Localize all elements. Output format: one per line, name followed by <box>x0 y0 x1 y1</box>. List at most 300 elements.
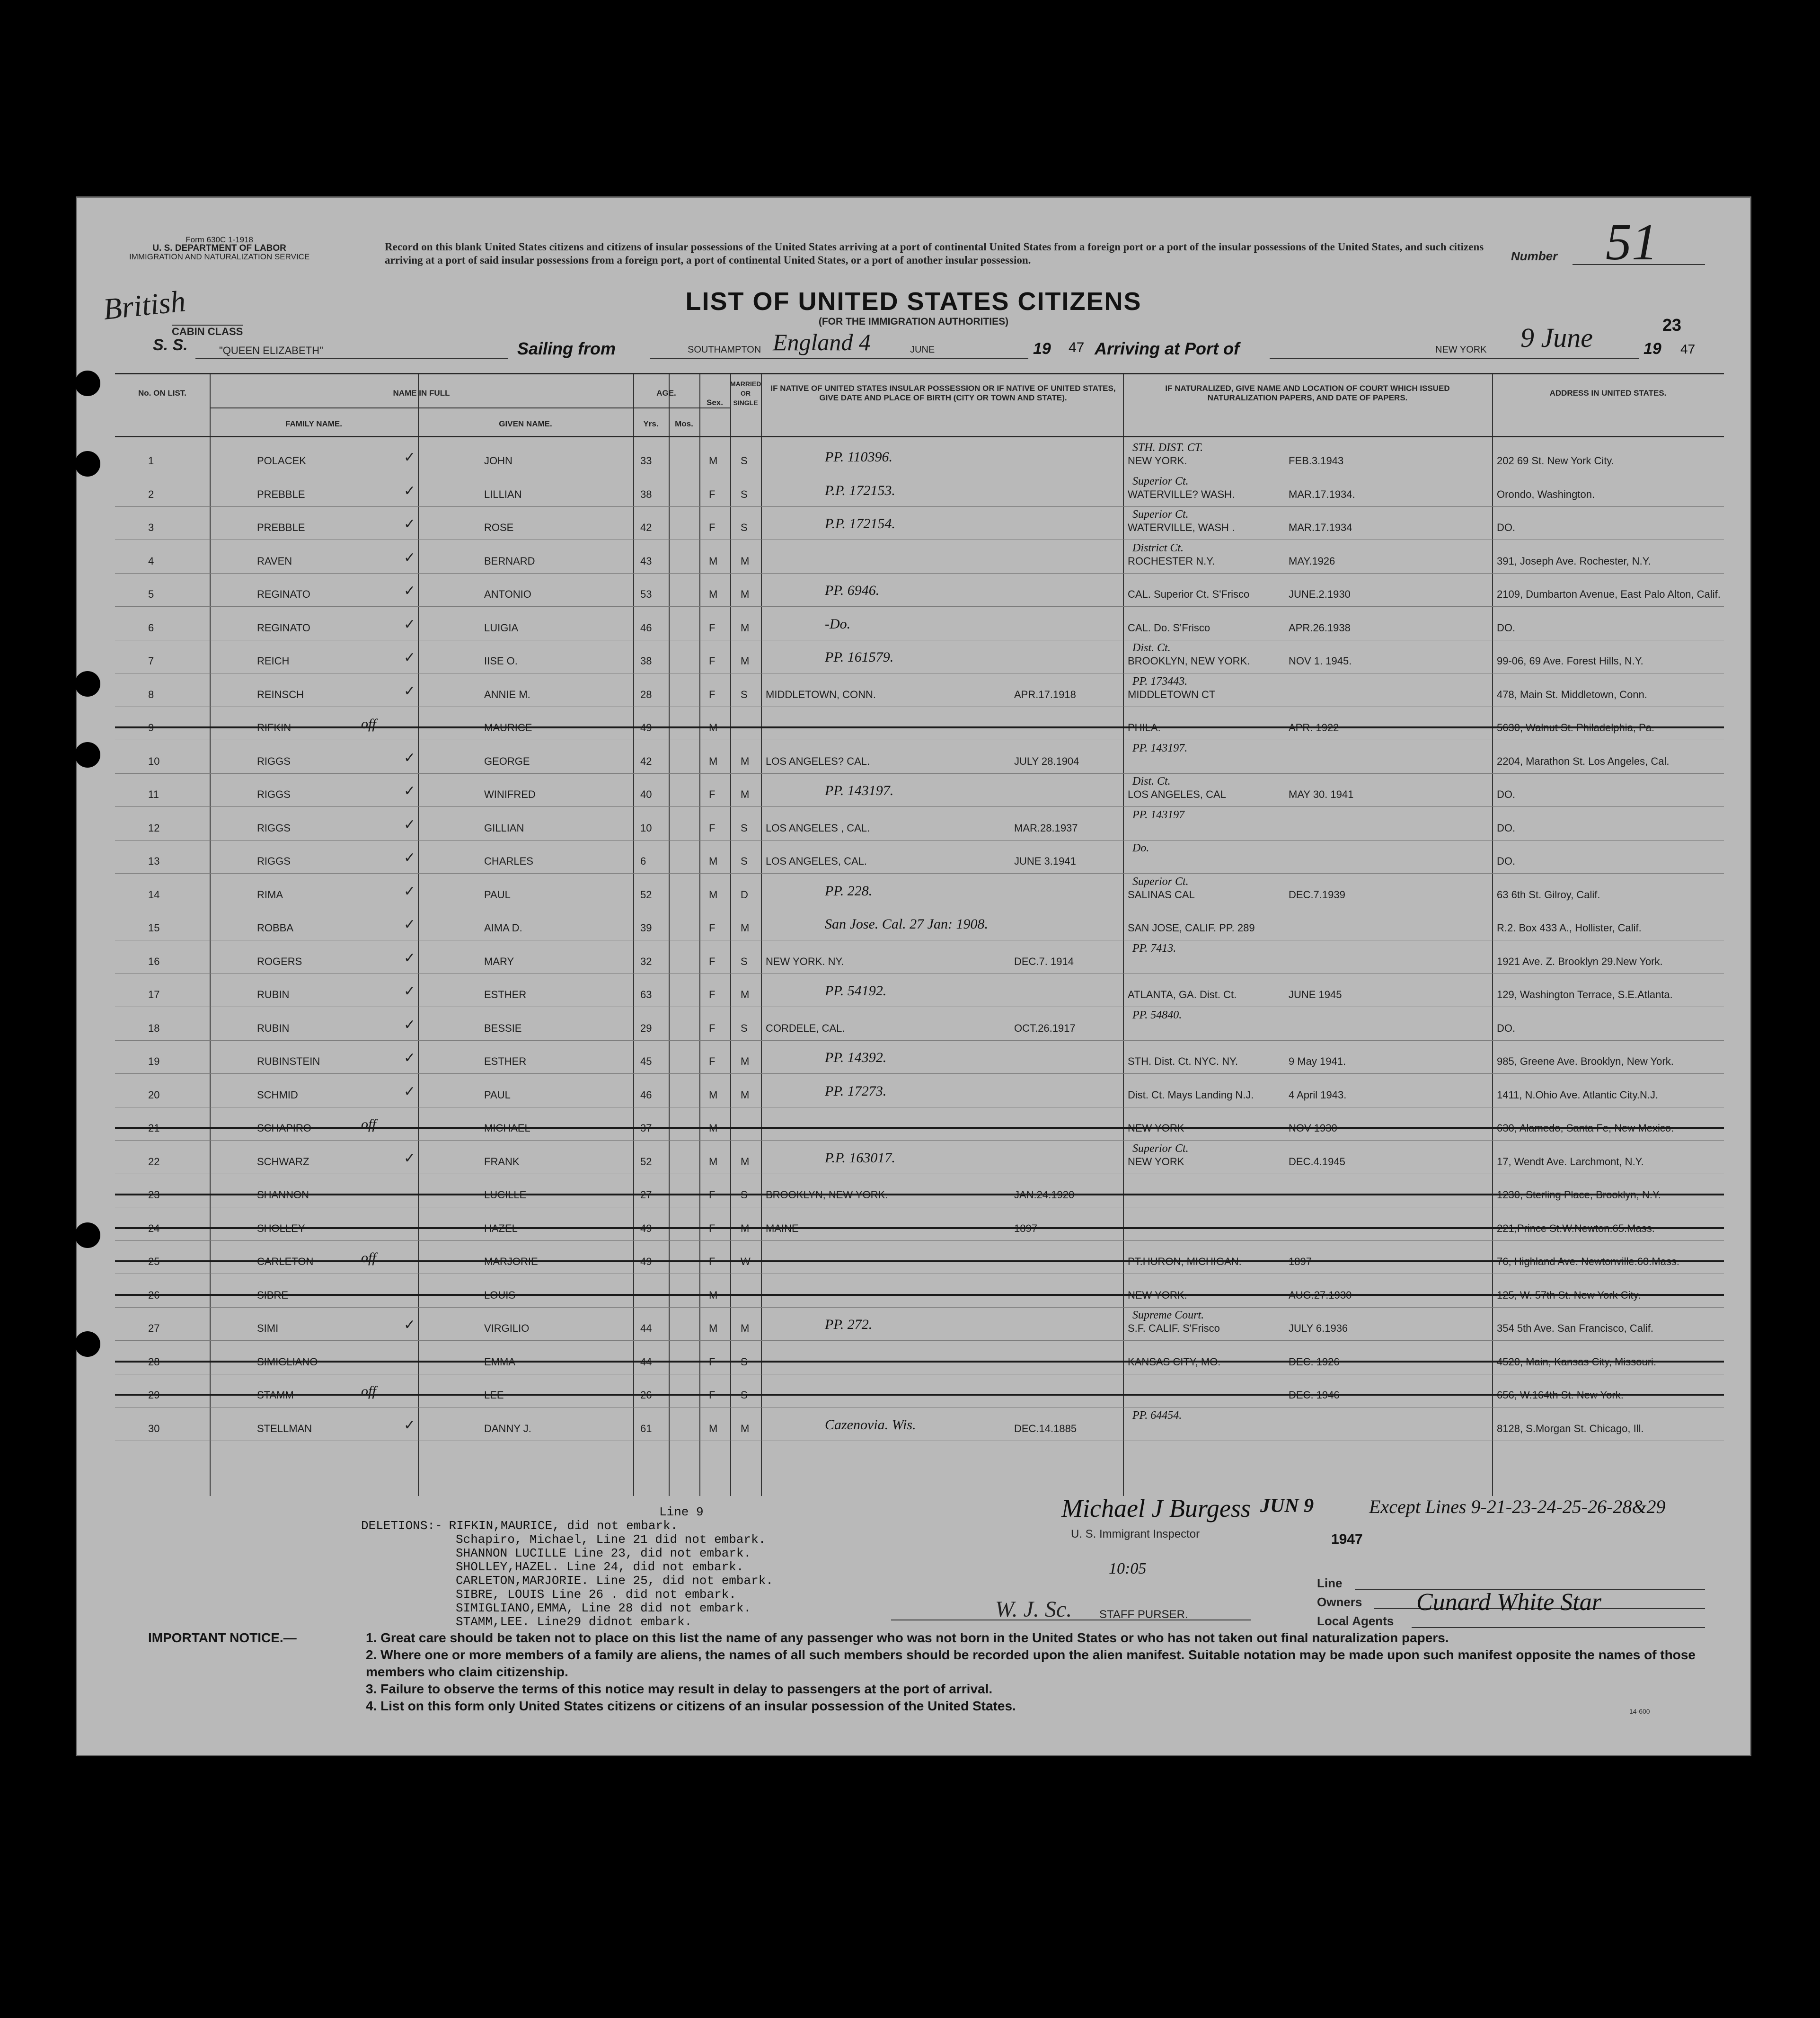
arriving-year: 47 <box>1680 342 1696 356</box>
age-years: 40 <box>640 788 652 800</box>
deletion-entry: CARLETON,MARJORIE. Line 25, did not embark. <box>456 1574 773 1588</box>
table-row <box>115 441 1724 474</box>
sailing-year: 47 <box>1069 340 1085 355</box>
naturalization-court-handwritten: Superior Ct. <box>1132 1142 1189 1155</box>
table-row <box>115 1008 1724 1041</box>
family-name: ROGERS <box>257 955 302 967</box>
row-number: 3 <box>148 522 154 533</box>
address: 2109, Dumbarton Avenue, East Palo Alton, Calif. <box>1497 588 1721 600</box>
sex: F <box>709 688 716 700</box>
given-name: MARJORIE <box>484 1256 538 1267</box>
check-mark-icon: ✓ <box>404 850 416 866</box>
native-note-handwritten: PP. 272. <box>825 1317 873 1332</box>
family-name: REINSCH <box>257 688 304 700</box>
sex: F <box>709 1055 716 1067</box>
sex: F <box>709 488 716 500</box>
marital-status: M <box>741 989 750 1000</box>
family-name: SCHWARZ <box>257 1155 309 1168</box>
given-name: CHARLES <box>484 855 533 867</box>
family-name: SHANNON <box>257 1189 309 1201</box>
sex: M <box>709 588 718 600</box>
family-name: RIGGS <box>257 822 291 834</box>
native-note-handwritten: -Do. <box>825 616 851 632</box>
row-number: 23 <box>148 1189 160 1201</box>
native-note-handwritten: PP. 17273. <box>825 1083 887 1099</box>
marital-status: W <box>741 1256 751 1267</box>
family-name: RIGGS <box>257 755 291 767</box>
naturalization-court-handwritten: PP. 54840. <box>1132 1009 1182 1021</box>
table-row <box>115 541 1724 574</box>
col-name-in-full: NAME IN FULL <box>393 389 450 398</box>
age-years: 49 <box>640 1222 652 1234</box>
family-name: RUBIN <box>257 1022 290 1034</box>
table-row <box>115 1208 1724 1241</box>
address: DO. <box>1497 822 1516 834</box>
given-name: JOHN <box>484 455 512 467</box>
given-name: MARY <box>484 955 514 967</box>
deletion-entry: STAMM,LEE. Line29 didnot embark. <box>456 1615 692 1629</box>
check-mark-icon: ✓ <box>404 1150 416 1167</box>
deletion-entry: SIBRE, LOUIS Line 26 . did not embark. <box>456 1587 736 1602</box>
exceptions-note: Except Lines 9-21-23-24-25-26-28&29 <box>1369 1496 1666 1517</box>
naturalization-place: CAL. Superior Ct. S'Frisco <box>1128 588 1250 600</box>
strike-through-line <box>115 1227 1724 1229</box>
naturalization-court-handwritten: PP. 143197. <box>1132 742 1188 754</box>
check-mark-icon: ✓ <box>404 883 416 900</box>
naturalization-court-handwritten: Do. <box>1132 842 1149 854</box>
check-mark-icon: ✓ <box>404 816 416 833</box>
naturalization-court-handwritten: Superior Ct. <box>1132 875 1189 888</box>
address: 99-06, 69 Ave. Forest Hills, N.Y. <box>1497 655 1643 667</box>
birth-date: 1897 <box>1014 1222 1037 1234</box>
given-name: FRANK <box>484 1155 520 1168</box>
marital-status: S <box>741 688 748 700</box>
birth-place: MIDDLETOWN, CONN. <box>766 688 876 700</box>
naturalization-court-handwritten: Supreme Court. <box>1132 1309 1204 1321</box>
strike-through-line <box>115 726 1724 728</box>
row-number: 30 <box>148 1422 160 1434</box>
birth-date: MAR.28.1937 <box>1014 822 1078 834</box>
sex: F <box>709 1355 716 1368</box>
family-name: SHOLLEY <box>257 1222 305 1234</box>
naturalization-date: NOV 1. 1945. <box>1289 655 1352 667</box>
row-number: 22 <box>148 1155 160 1168</box>
given-name: LOUIS <box>484 1289 516 1301</box>
strike-through-line <box>115 1260 1724 1262</box>
sex: M <box>709 1322 718 1334</box>
sex: F <box>709 1222 716 1234</box>
check-mark-icon: ✓ <box>404 449 416 466</box>
manifest-sheet <box>76 196 1751 1756</box>
table-row <box>115 674 1724 708</box>
marital-status: M <box>741 1422 750 1434</box>
naturalization-court-handwritten: Superior Ct. <box>1132 475 1189 487</box>
sex: F <box>709 1389 716 1401</box>
naturalization-date: APR. 1922 <box>1289 722 1339 734</box>
age-years: 10 <box>640 822 652 834</box>
binder-hole <box>75 1331 100 1357</box>
given-name: BESSIE <box>484 1022 522 1034</box>
table-row <box>115 507 1724 540</box>
naturalization-date: DEC.7.1939 <box>1289 888 1345 901</box>
table-row <box>115 474 1724 507</box>
line-label: Line <box>1317 1576 1343 1590</box>
naturalization-place: PT.HURON, MICHIGAN. <box>1128 1256 1242 1267</box>
intro-text: Record on this blank United States citizens and citizens of insular possessions of the United States arriving at a port of continental United States from a foreign port or a port of the insular possessions of the United States, and such citizens arriving at a port of said insular possessions from a foreign port, a port of continental United States, or a port of another insular possession. <box>385 241 1484 266</box>
address: 354 5th Ave. San Francisco, Calif. <box>1497 1322 1653 1334</box>
age-years: 52 <box>640 888 652 901</box>
sex: M <box>709 722 718 734</box>
sex: F <box>709 1256 716 1267</box>
address: 656, W.164th St. New York. <box>1497 1389 1624 1401</box>
age-years: 29 <box>640 1022 652 1034</box>
deletion-entry: RIFKIN,MAURICE, did not embark. <box>449 1519 678 1533</box>
age-years: 46 <box>640 1089 652 1101</box>
age-years: 6 <box>640 855 646 867</box>
number-label: Number <box>1511 249 1558 263</box>
family-name: RUBIN <box>257 989 290 1000</box>
off-annotation: off <box>361 1250 376 1266</box>
check-mark-icon: ✓ <box>404 482 416 499</box>
check-mark-icon: ✓ <box>404 1317 416 1333</box>
row-number: 10 <box>148 755 160 767</box>
family-name: REGINATO <box>257 621 310 634</box>
row-number: 11 <box>148 788 159 800</box>
sex: M <box>709 1122 718 1134</box>
naturalization-date: 1897 <box>1289 1256 1312 1267</box>
marital-status: M <box>741 788 750 800</box>
age-years: 44 <box>640 1322 652 1334</box>
row-number: 24 <box>148 1222 160 1234</box>
form-number: Form 630C 1-1918 <box>186 235 253 244</box>
family-name: SIBRE <box>257 1289 289 1301</box>
age-years: 61 <box>640 1422 652 1434</box>
given-name: AIMA D. <box>484 922 522 934</box>
sex: M <box>709 888 718 901</box>
row-number: 8 <box>148 688 154 700</box>
sex: F <box>709 1189 716 1201</box>
table-row <box>115 1308 1724 1341</box>
row-number: 20 <box>148 1089 160 1101</box>
table-row <box>115 908 1724 941</box>
notice-item: 4. List on this form only United States citizens or citizens of an insular possession of the United States. <box>366 1699 1016 1713</box>
row-number: 19 <box>148 1055 160 1067</box>
notice-heading: IMPORTANT NOTICE.— <box>148 1630 297 1645</box>
row-number: 1 <box>148 455 154 467</box>
check-mark-icon: ✓ <box>404 783 416 799</box>
marital-status: S <box>741 522 748 533</box>
table-row <box>115 1375 1724 1408</box>
age-years: 38 <box>640 655 652 667</box>
department: U. S. DEPARTMENT OF LABOR <box>152 243 286 253</box>
marital-status: M <box>741 922 750 934</box>
check-mark-icon: ✓ <box>404 749 416 766</box>
table-row <box>115 1041 1724 1074</box>
given-name: HAZEL <box>484 1222 518 1234</box>
native-note-handwritten: PP. 6946. <box>825 583 880 598</box>
arriving-port: NEW YORK <box>1435 345 1487 355</box>
sex: F <box>709 621 716 634</box>
given-name: EMMA <box>484 1355 515 1368</box>
strike-through-line <box>115 1194 1724 1195</box>
naturalization-date: JULY 6.1936 <box>1289 1322 1348 1334</box>
row-number: 15 <box>148 922 160 934</box>
passenger-table <box>115 373 1724 1496</box>
birth-place: LOS ANGELES? CAL. <box>766 755 870 767</box>
sex: M <box>709 455 718 467</box>
marital-status: M <box>741 1222 750 1234</box>
col-naturalized: IF NATURALIZED, GIVE NAME AND LOCATION OF COURT WHICH ISSUED NATURALIZATION PAPERS, AND DATE OF PAPERS. <box>1165 384 1450 402</box>
native-note-handwritten: PP. 228. <box>825 883 873 899</box>
native-note-handwritten: P.P. 163017. <box>825 1150 895 1166</box>
family-name: SCHMID <box>257 1089 298 1101</box>
family-name: RIGGS <box>257 855 291 867</box>
family-name: PREBBLE <box>257 488 305 500</box>
birth-place: BROOKLYN, NEW YORK. <box>766 1189 888 1201</box>
check-mark-icon: ✓ <box>404 1416 416 1434</box>
naturalization-place: SAN JOSE, CALIF. PP. 289 <box>1128 922 1255 934</box>
given-name: ROSE <box>484 522 514 533</box>
family-name: PREBBLE <box>257 522 305 533</box>
sex: M <box>709 1089 718 1101</box>
check-mark-icon: ✓ <box>404 949 416 966</box>
naturalization-place: MIDDLETOWN CT <box>1128 688 1216 700</box>
naturalization-place: Dist. Ct. Mays Landing N.J. <box>1128 1089 1254 1101</box>
address: 391, Joseph Ave. Rochester, N.Y. <box>1497 555 1651 567</box>
row-number: 18 <box>148 1022 160 1034</box>
age-years: 26 <box>640 1389 652 1401</box>
address: 202 69 St. New York City. <box>1497 455 1614 467</box>
check-mark-icon: ✓ <box>404 583 416 599</box>
marital-status: M <box>741 755 750 767</box>
marital-status: M <box>741 621 750 634</box>
native-note-handwritten: PP. 143197. <box>825 783 894 798</box>
naturalization-place: PHILA. <box>1128 722 1161 734</box>
col-yrs: Yrs. <box>643 419 659 428</box>
notice-item: 3. Failure to observe the terms of this notice may result in delay to passengers at the port of arrival. <box>366 1682 993 1696</box>
row-number: 5 <box>148 588 154 600</box>
row-number: 28 <box>148 1355 160 1368</box>
deletion-entry: SIMIGLIANO,EMMA, Line 28 did not embark. <box>456 1601 751 1615</box>
birth-place: LOS ANGELES , CAL. <box>766 822 870 834</box>
native-note-handwritten: P.P. 172153. <box>825 482 895 498</box>
family-name: REGINATO <box>257 588 310 600</box>
age-years: 63 <box>640 989 652 1000</box>
native-note-handwritten: Cazenovia. Wis. <box>825 1416 916 1433</box>
check-mark-icon: ✓ <box>404 983 416 1000</box>
age-years: 39 <box>640 922 652 934</box>
cabin-class: CABIN CLASS <box>172 326 243 337</box>
naturalization-date: JUNE.2.1930 <box>1289 588 1351 600</box>
table-row <box>115 774 1724 807</box>
col-address: ADDRESS IN UNITED STATES. <box>1549 389 1667 398</box>
birth-date: DEC.14.1885 <box>1014 1422 1077 1434</box>
naturalization-date: 4 April 1943. <box>1289 1089 1347 1101</box>
marital-status: M <box>741 1155 750 1168</box>
table-row <box>115 574 1724 607</box>
naturalization-court-handwritten: PP. 64454. <box>1132 1409 1182 1422</box>
ship-name: "QUEEN ELIZABETH" <box>219 345 323 356</box>
notice-item: 1. Great care should be taken not to place on this list the name of any passenger who was not born in the United States or who has not taken out final naturalization papers. <box>366 1630 1449 1645</box>
binder-hole <box>75 671 100 697</box>
given-name: ANTONIO <box>484 588 531 600</box>
address: 63 6th St. Gilroy, Calif. <box>1497 888 1600 901</box>
naturalization-date: MAR.17.1934 <box>1289 522 1352 533</box>
age-years: 44 <box>640 1355 652 1368</box>
date-stamp-year: 1947 <box>1331 1531 1363 1547</box>
row-number: 6 <box>148 621 154 634</box>
date-stamp: JUN 9 <box>1260 1495 1314 1517</box>
address: 4520, Main, Kansas City, Missouri. <box>1497 1355 1657 1368</box>
check-mark-icon: ✓ <box>404 616 416 633</box>
row-number: 12 <box>148 822 160 834</box>
age-years: 37 <box>640 1122 652 1134</box>
row-number: 14 <box>148 888 160 901</box>
address: 630, Alamedo, Santa Fe, New Mexico. <box>1497 1122 1674 1134</box>
strike-through-line <box>115 1361 1724 1363</box>
sex: M <box>709 555 718 567</box>
off-annotation: off <box>361 1383 376 1399</box>
row-number: 25 <box>148 1256 160 1267</box>
naturalization-place: CAL. Do. S'Frisco <box>1128 621 1210 634</box>
col-sex: Sex. <box>707 398 723 407</box>
table-row <box>115 1342 1724 1375</box>
address: 985, Greene Ave. Brooklyn, New York. <box>1497 1055 1674 1067</box>
naturalization-date: FEB.3.1943 <box>1289 455 1344 467</box>
age-years: 49 <box>640 1256 652 1267</box>
handwritten-time: 10:05 <box>1109 1560 1147 1577</box>
table-row <box>115 608 1724 641</box>
marital-status: M <box>741 555 750 567</box>
address: DO. <box>1497 621 1516 634</box>
marital-status: S <box>741 1189 748 1201</box>
family-name: CARLETON <box>257 1256 314 1267</box>
row-number: 2 <box>148 488 154 500</box>
col-age: AGE. <box>656 389 676 398</box>
page-subtitle: (FOR THE IMMIGRATION AUTHORITIES) <box>818 316 1009 327</box>
native-note-handwritten: P.P. 172154. <box>825 516 895 531</box>
given-name: LUIGIA <box>484 621 519 634</box>
table-row <box>115 974 1724 1008</box>
address: 17, Wendt Ave. Larchmont, N.Y. <box>1497 1155 1644 1168</box>
address: 129, Washington Terrace, S.E.Atlanta. <box>1497 989 1673 1000</box>
given-name: IISE O. <box>484 655 518 667</box>
naturalization-court-handwritten: District Ct. <box>1132 541 1184 554</box>
col-given-name: GIVEN NAME. <box>499 419 552 428</box>
agents-label: Local Agents <box>1317 1614 1394 1628</box>
check-mark-icon: ✓ <box>404 549 416 566</box>
check-mark-icon: ✓ <box>404 1050 416 1066</box>
row-number: 9 <box>148 722 154 734</box>
family-name: RIGGS <box>257 788 291 800</box>
birth-date: JAN.24.1920 <box>1014 1189 1075 1201</box>
birth-date: DEC.7. 1914 <box>1014 955 1074 967</box>
table-row <box>115 808 1724 841</box>
sex: M <box>709 1422 718 1434</box>
table-row <box>115 1241 1724 1275</box>
naturalization-court-handwritten: PP. 173443. <box>1132 675 1188 688</box>
marital-status: S <box>741 822 748 834</box>
naturalization-date: MAR.17.1934. <box>1289 488 1355 500</box>
table-row <box>115 1408 1724 1442</box>
birth-place: NEW YORK. NY. <box>766 955 844 967</box>
family-name: RAVEN <box>257 555 292 567</box>
age-years: 49 <box>640 722 652 734</box>
naturalization-date: DEC.4.1945 <box>1289 1155 1345 1168</box>
marital-status: M <box>741 1055 750 1067</box>
native-note-handwritten: PP. 161579. <box>825 649 894 665</box>
naturalization-place: NEW YORK <box>1128 1122 1184 1134</box>
deletion-entry: SHOLLEY,HAZEL. Line 24, did not embark. <box>456 1560 744 1574</box>
family-name: ROBBA <box>257 922 294 934</box>
inspector-signature: Michael J Burgess <box>1061 1494 1251 1522</box>
address: Orondo, Washington. <box>1497 488 1595 500</box>
given-name: ESTHER <box>484 1055 527 1067</box>
table-row <box>115 841 1724 874</box>
given-name: LILLIAN <box>484 488 522 500</box>
sex: M <box>709 755 718 767</box>
naturalization-date: JUNE 1945 <box>1289 989 1342 1000</box>
col-family-name: FAMILY NAME. <box>285 419 342 428</box>
binder-hole <box>75 371 100 396</box>
age-years: 42 <box>640 755 652 767</box>
off-annotation: off <box>361 1116 376 1132</box>
naturalization-place: STH. Dist. Ct. NYC. NY. <box>1128 1055 1238 1067</box>
row-number: 27 <box>148 1322 160 1334</box>
table-row <box>115 1175 1724 1208</box>
deletion-line9-note: Line 9 <box>659 1505 704 1519</box>
given-name: ANNIE M. <box>484 688 530 700</box>
birth-date: APR.17.1918 <box>1014 688 1076 700</box>
naturalization-date: DEC. 1946 <box>1289 1389 1340 1401</box>
sex: F <box>709 822 716 834</box>
sex: F <box>709 655 716 667</box>
sex: M <box>709 1155 718 1168</box>
address: 8128, S.Morgan St. Chicago, Ill. <box>1497 1422 1644 1434</box>
table-row <box>115 1075 1724 1108</box>
marital-status: S <box>741 1389 748 1401</box>
family-name: RIFKIN <box>257 722 292 734</box>
address: 2204, Marathon St. Los Angeles, Cal. <box>1497 755 1670 767</box>
given-name: ESTHER <box>484 989 527 1000</box>
sex: F <box>709 955 716 967</box>
naturalization-date: 9 May 1941. <box>1289 1055 1346 1067</box>
deletion-entry: Schapiro, Michael, Line 21 did not embark. <box>456 1532 766 1547</box>
birth-date: JUNE 3.1941 <box>1014 855 1076 867</box>
given-name: PAUL <box>484 888 511 901</box>
family-name: RUBINSTEIN <box>257 1055 320 1067</box>
form-identifier <box>129 236 309 261</box>
row-number: 26 <box>148 1289 160 1301</box>
naturalization-place: SALINAS CAL <box>1128 888 1195 901</box>
address: 1921 Ave. Z. Brooklyn 29.New York. <box>1497 955 1663 967</box>
family-name: STAMM <box>257 1389 294 1401</box>
naturalization-court-handwritten: PP. 7413. <box>1132 942 1176 955</box>
naturalization-court-handwritten: Superior Ct. <box>1132 508 1189 521</box>
sex: F <box>709 989 716 1000</box>
marital-status: S <box>741 1355 748 1368</box>
strike-through-line <box>115 1127 1724 1129</box>
table-row <box>115 641 1724 674</box>
row-number: 16 <box>148 955 160 967</box>
deletions-block <box>361 1519 773 1629</box>
table-row <box>115 875 1724 908</box>
family-name: SIMI <box>257 1322 279 1334</box>
given-name: DANNY J. <box>484 1422 531 1434</box>
naturalization-place: WATERVILLE, WASH . <box>1128 522 1235 533</box>
family-name: SCHAPIRO <box>257 1122 311 1134</box>
marital-status: M <box>741 655 750 667</box>
